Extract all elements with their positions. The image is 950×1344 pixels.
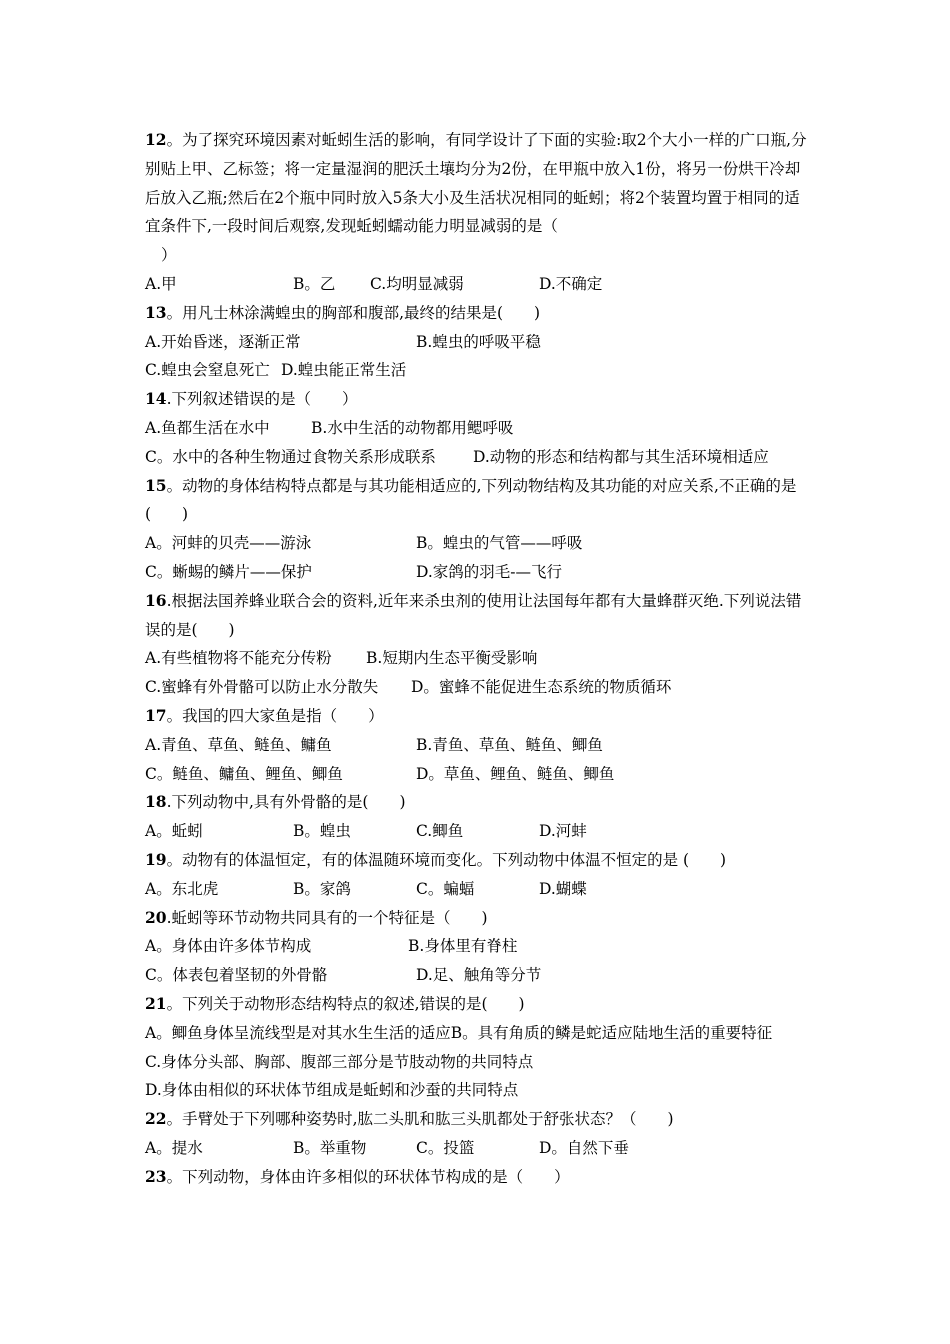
question-number: 19 [145,849,167,869]
question-20 [145,904,815,933]
question-text: 。用凡士林涂满蝗虫的胸部和腹部,最终的结果是( ) [166,303,541,322]
question-13 [145,299,815,328]
question-13-options-row1 [145,328,815,357]
option-c: C.蝗虫会窒息死亡 [145,361,270,380]
question-14 [145,385,815,414]
option-c: C。体表包着坚韧的外骨骼 [145,966,328,985]
question-22 [145,1105,815,1134]
option-c: C.蜜蜂有外骨骼可以防止水分散失 [145,678,379,697]
option-b: B.水中生活的动物都用鳃呼吸 [311,418,514,437]
option-a: A。蚯蚓 [145,822,203,841]
question-14-options-row1 [145,414,815,443]
option-a: A.开始昏迷，逐渐正常 [145,332,301,351]
question-text: 。动物的身体结构特点都是与其功能相适应的,下列动物结构及其功能的对应关系,不正确的是 ( ) [145,476,890,524]
option-c: C。投篮 [416,1138,475,1157]
option-b: B.身体里有脊柱 [408,937,518,956]
question-number: 12 [145,130,167,149]
question-21-option-ab [145,1019,815,1048]
question-text: 。手臂处于下列哪种姿势时,肱二头肌和肱三头肌都处于舒张状态？（ ) [166,1110,674,1129]
option-b: B。乙 [293,274,336,293]
option-d: D.动物的形态和结构都与其生活环境相适应 [473,447,769,466]
question-18 [145,788,815,817]
option-d: D.足、触角等分节 [416,966,542,985]
option-a: A.青鱼、草鱼、鲢鱼、鳙鱼 [145,735,332,754]
question-12-options [145,270,815,299]
option-c: C.身体分头部、胸部、腹部三部分是节肢动物的共同特点 [145,1052,534,1071]
option-a: A.鱼都生活在水中 [145,418,270,437]
question-16 [145,587,815,645]
question-text: 。为了探究环境因素对蚯蚓生活的影响，有同学设计了下面的实验:取2个大小一样的广口瓶,分别贴上甲、乙标签；将一定量湿润的肥沃土壤均分为2份，在甲瓶中放入1份，将另一份烘干冷却后放入乙瓶;然后在2个瓶中同时放入5条大小及生活状况相同的蚯蚓；将2个装置均置于相同的适宜条件下,一段时间后观察,发现蚯蚓蠕动能力明显减弱的是（ [145,131,807,236]
question-number: 17 [145,705,167,725]
option-b: B。蝗虫的气管——呼吸 [416,534,583,553]
question-22-options [145,1134,815,1163]
question-number: 23 [145,1166,167,1186]
question-21 [145,990,815,1019]
question-number: 22 [145,1109,167,1129]
question-16-options-row1 [145,644,815,673]
option-a: A.有些植物将不能充分传粉 [145,649,332,668]
question-text: .下列叙述错误的是（ ） [166,390,358,409]
option-d: D。草鱼、鲤鱼、鲢鱼、鲫鱼 [416,764,615,783]
option-d: D.蝗虫能正常生活 [281,361,407,380]
option-d: D.家鸽的羽毛-—飞行 [416,562,563,581]
option-a: A.甲 [145,274,177,293]
question-23 [145,1163,815,1192]
option-b: B。家鸽 [293,879,351,898]
question-19 [145,846,815,875]
option-a: A。东北虎 [145,879,219,898]
question-number: 20 [145,907,167,927]
question-number: 14 [145,389,167,409]
option-c: C.均明显减弱 [370,274,464,293]
question-text: .下列动物中,具有外骨骼的是( ) [166,793,406,812]
question-14-options-row2 [145,443,815,472]
option-c: C.鲫鱼 [416,822,464,841]
option-c: C。鲢鱼、鳙鱼、鲤鱼、鲫鱼 [145,764,343,783]
question-12-tail [145,241,815,270]
question-text: 。下列动物，身体由许多相似的环状体节构成的是（ ） [166,1167,570,1186]
question-number: 18 [145,792,167,812]
option-b: B.蝗虫的呼吸平稳 [416,332,541,351]
option-d: D.河蚌 [539,822,587,841]
question-17-options-row2 [145,760,815,789]
question-12 [145,126,815,241]
question-16-options-row2 [145,673,815,702]
option-b: B.青鱼、草鱼、鲢鱼、鲫鱼 [416,735,603,754]
question-20-options-row2 [145,961,815,990]
question-18-options [145,817,815,846]
question-list [145,126,890,1191]
question-number: 21 [145,993,167,1013]
question-21-option-c [145,1048,815,1077]
bracket-close: ） [161,246,177,265]
question-text: 。下列关于动物形态结构特点的叙述,错误的是( ) [166,994,525,1013]
option-a: A。身体由许多体节构成 [145,937,312,956]
question-text: .根据法国养蜂业联合会的资料,近年来杀虫剂的使用让法国每年都有大量蜂群灭绝.下列说法错误的是( ) [145,591,802,639]
question-19-options [145,875,815,904]
option-c: C。蝙蝠 [416,879,475,898]
option-d: D.身体由相似的环状体节组成是蚯蚓和沙蚕的共同特点 [145,1081,519,1100]
question-text: 。动物有的体温恒定，有的体温随环境而变化。下列动物中体温不恒定的是 ( ) [166,850,727,869]
option-a-b: A。鲫鱼身体呈流线型是对其水生生活的适应B。具有角质的鳞是蛇适应陆地生活的重要特征 [145,1023,773,1042]
option-d: D.蝴蝶 [539,879,587,898]
option-b: B。蝗虫 [293,822,351,841]
option-b: B.短期内生态平衡受影响 [366,649,538,668]
option-a: A。提水 [145,1138,203,1157]
question-20-options-row1 [145,932,815,961]
option-c: C。蜥蜴的鳞片——保护 [145,562,312,581]
option-c: C。水中的各种生物通过食物关系形成联系 [145,447,436,466]
question-17 [145,702,815,731]
option-d: D.不确定 [539,274,603,293]
question-13-options-row2 [145,356,815,385]
question-15-options-row2 [145,558,815,587]
option-a: A。河蚌的贝壳——游泳 [145,534,312,553]
option-d: D。自然下垂 [539,1138,629,1157]
question-text: 。我国的四大家鱼是指（ ） [166,706,384,725]
question-15-options-row1 [145,529,815,558]
option-d: D。蜜蜂不能促进生态系统的物质循环 [411,678,672,697]
question-number: 15 [145,475,167,495]
question-17-options-row1 [145,731,815,760]
question-text: .蚯蚓等环节动物共同具有的一个特征是（ ) [166,908,488,927]
option-b: B。举重物 [293,1138,367,1157]
question-number: 16 [145,590,167,610]
question-21-option-d [145,1076,815,1105]
question-15 [145,472,890,530]
question-number: 13 [145,302,167,322]
